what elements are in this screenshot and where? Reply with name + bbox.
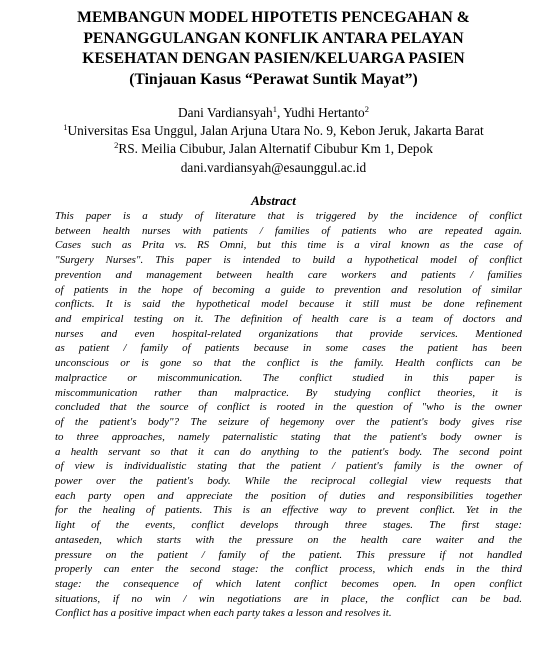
abstract-line: conflicts. It is said the hypothetical model because it still must be done refinement (55, 298, 522, 311)
affiliation-text: RS. Meilia Cibubur, Jalan Alternatif Cibubur Km 1, Depok (118, 141, 433, 157)
abstract-line: for the healing of patients. This is an effective way to prevent conflict. Yet in the (55, 504, 522, 517)
abstract-line: pressure on the patient / family of the patient. This pressure if not handled (55, 548, 522, 561)
abstract-line: stage: the consequence of which latent conflict becomes open. In open conflict (55, 577, 522, 590)
author-affiliation-marker: 2 (364, 104, 369, 114)
title-line: MEMBANGUN MODEL HIPOTETIS PENCEGAHAN & (77, 9, 470, 26)
abstract-line: unconscious or is gone so that the conflict is the family. Health conflicts can be (55, 357, 522, 370)
abstract-line: of patients in the hope of becoming a guide to prevention and resolution of similar (55, 283, 522, 296)
abstract-line: and empirical testing on it. The definition of health care is a team of doctors and (55, 313, 522, 326)
author-separator: , (276, 105, 284, 120)
title-line: KESEHATAN DENGAN PASIEN/KELUARGA PASIEN (82, 50, 465, 67)
paper-title (10, 8, 537, 90)
author-email[interactable]: dani.vardiansyah@esaunggul.ac.id (180, 159, 367, 175)
author-affiliation-marker: 1 (272, 104, 277, 114)
abstract-line: to three approaches, namely paternalistic stating that the patient's body owner is (55, 430, 522, 443)
abstract-line: between health nurses with patients / families of patients who are repeated again. (55, 224, 522, 237)
author-name: Yudhi Hertanto (283, 105, 365, 120)
abstract-line: of view is individualistic stating that the patient / patient's family is the owner of (55, 460, 522, 473)
title-line: PENANGGULANGAN KONFLIK ANTARA PELAYAN (83, 29, 464, 47)
abstract-line: as patient / family of patients because in some cases the patient has been (55, 342, 522, 355)
abstract-line: a health servant so that it can do anything to the patient's body. The second point (55, 445, 522, 458)
abstract-line: malpractice or miscommunication. The conflict studied in this paper is (55, 371, 522, 384)
title-subtitle-line: (Tinjauan Kasus “Perawat Suntik Mayat”) (129, 70, 418, 88)
author-name: Dani Vardiansyah (178, 105, 273, 120)
affiliation-line (0, 140, 547, 158)
abstract-line: Cases such as Prita vs. RS Omni, but this time is a viral known as the case of (55, 239, 522, 252)
affiliation-marker: 2 (114, 140, 119, 151)
abstract-body (55, 209, 522, 621)
affiliation-marker: 1 (63, 122, 68, 133)
affiliation-text: Universitas Esa Unggul, Jalan Arjuna Utara No. 9, Kebon Jeruk, Jakarta Barat (67, 123, 484, 139)
abstract-heading: Abstract (251, 193, 296, 208)
affiliation-line (0, 122, 547, 140)
abstract-line: "Surgery Nurses". This paper is intended to build a hypothetical model of conflict (55, 254, 522, 267)
abstract-line: light of the events, conflict develops through three stages. The first stage: (55, 519, 522, 532)
abstract-line: of the patient's body"? The seizure of hegemony over the patient's body gives rise (55, 416, 522, 429)
abstract-line: power over the patient's body. While the reciprocal collegial view requests that (55, 474, 522, 487)
abstract-line: This paper is a study of literature that is triggered by the incidence of conflict (55, 210, 522, 222)
abstract-line: concluded that the source of conflict is rooted in the question of "who is the owner (55, 401, 522, 414)
abstract-line: nurses and even hospital-related organizations that provide services. Mentioned (55, 327, 522, 340)
abstract-line: situations, if no win / win negotiations are in place, the conflict can be bad. (55, 592, 522, 605)
abstract-line: Conflict has a positive impact when each party takes a lesson and resolves it. (55, 607, 392, 620)
author-names (0, 104, 547, 122)
abstract-line: each party open and appreciate the position of duties and responsibilities together (55, 489, 522, 502)
abstract-line: prevention and management between health care workers and patients / families (55, 268, 522, 281)
abstract-line: properly can enter the second stage: the conflict process, which ends in the third (55, 563, 522, 576)
abstract-line: miscommunication rather than malpractice. By studying conflict theories, it is (55, 386, 522, 399)
author-block (0, 104, 547, 177)
abstract-line: antaseden, which starts with the pressure on the health care waiter and the (55, 533, 522, 546)
